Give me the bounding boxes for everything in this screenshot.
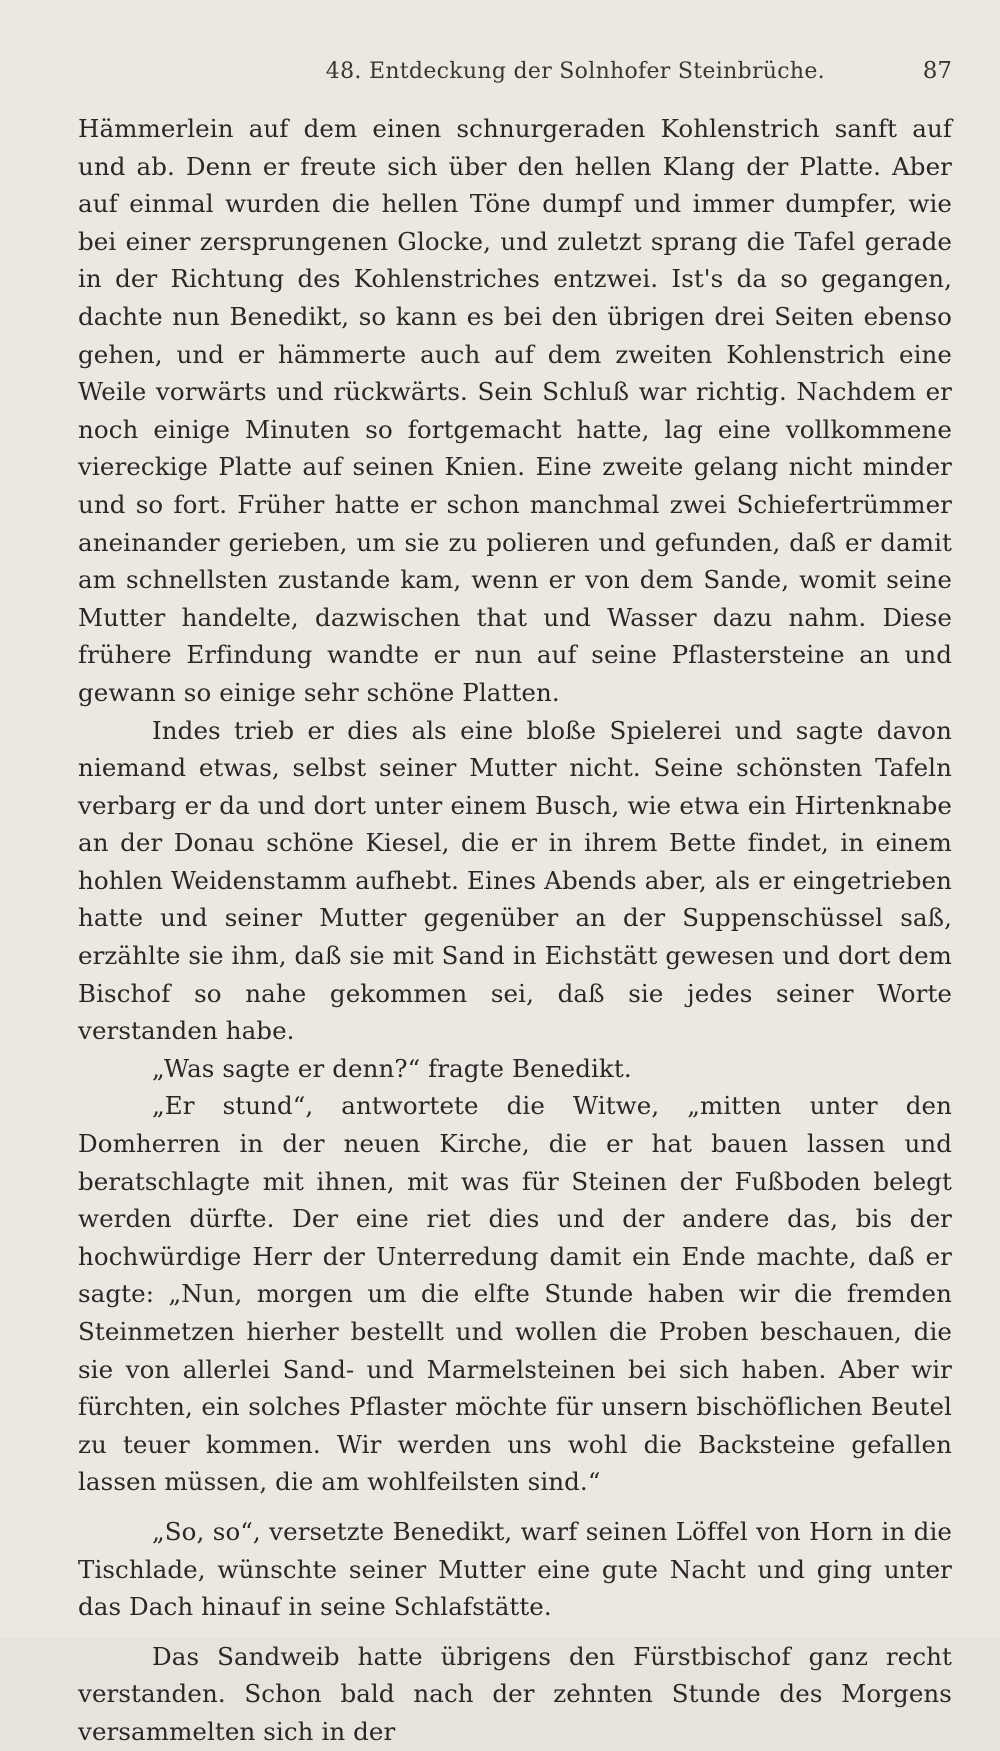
paragraph-2: Indes trieb er dies als eine bloße Spielerei und sagte davon niemand etwas, selbst seiner Mutter nicht. Seine schönsten Tafeln verbarg er da und dort unter einem Busch, wie etwa ein Hirtenknabe an der Donau schöne Kiesel, die er in ihrem Bette findet, in einem hohlen Weidenstamm aufhebt. Eines Abends aber, als er eingetrieben hatte und seiner Mutter gegenüber an der Suppenschüssel saß, erzählte sie ihm, daß sie mit Sand in Eichstätt gewesen und dort dem Bischof so nahe gekommen sei, daß sie jedes seiner Worte verstanden habe. [78, 715, 952, 1046]
paragraph-4: „Er stund“, antwortete die Witwe, „mitten unter den Domherren in der neuen Kirche, die er hat bauen lassen und beratschlagte mit ihnen, mit was für Steinen der Fußboden belegt werden dürfte. Der eine riet dies und der andere das, bis der hochwürdige Herr der Unterredung damit ein Ende machte, daß er sagte: „Nun, morgen um die elfte Stunde haben wir die fremden Steinmetzen hierher bestellt und wollen die Proben beschauen, die sie von allerlei Sand- und Marmelsteinen bei sich haben. Aber wir fürchten, ein solches Pflaster möchte für unsern bischöflichen Beutel zu teuer kommen. Wir werden uns wohl die Backsteine gefallen lassen müssen, die am wohlfeilsten sind.“ [78, 1091, 952, 1497]
paragraph-6: Das Sandweib hatte übrigens den Fürstbischof ganz recht verstanden. Schon bald nach der zehnten Stunde des Morgens versammelten sich in der [78, 1641, 952, 1746]
page-body [78, 110, 952, 1751]
running-title: 48. Entdeckung der Solnhofer Steinbrüche. [325, 59, 825, 84]
page-header [78, 58, 952, 110]
page-number: 87 [922, 58, 952, 84]
paragraph-3: „Was sagte er denn?“ fragte Benedikt. [152, 1053, 632, 1083]
paragraph-1: Hämmerlein auf dem einen schnurgeraden Kohlenstrich sanft auf und ab. Denn er freute sich über den hellen Klang der Platte. Aber auf einmal wurden die hellen Töne dumpf und immer dumpfer, wie bei einer zersprungenen Glocke, und zuletzt sprang die Tafel gerade in der Richtung des Kohlenstriches entzwei. Ist's da so gegangen, dachte nun Benedikt, so kann es bei den übrigen drei Seiten ebenso gehen, und er hämmerte auch auf dem zweiten Kohlenstrich eine Weile vorwärts und rückwärts. Sein Schluß war richtig. Nachdem er noch einige Minuten so fortgemacht hatte, lag eine vollkommene viereckige Platte auf seinen Knien. Eine zweite gelang nicht minder und so fort. Früher hatte er schon manchmal zwei Schiefertrümmer aneinander gerieben, um sie zu polieren und gefunden, daß er damit am schnellsten zustande kam, wenn er von dem Sande, womit seine Mutter handelte, dazwischen that und Wasser dazu nahm. Diese frühere Erfindung wandte er nun auf seine Pflastersteine an und gewann so einige sehr schöne Platten. [78, 114, 952, 707]
paragraph-5: „So, so“, versetzte Benedikt, warf seinen Löffel von Horn in die Tischlade, wünschte seiner Mutter eine gute Nacht und ging unter das Dach hinauf in seine Schlafstätte. [78, 1516, 952, 1622]
